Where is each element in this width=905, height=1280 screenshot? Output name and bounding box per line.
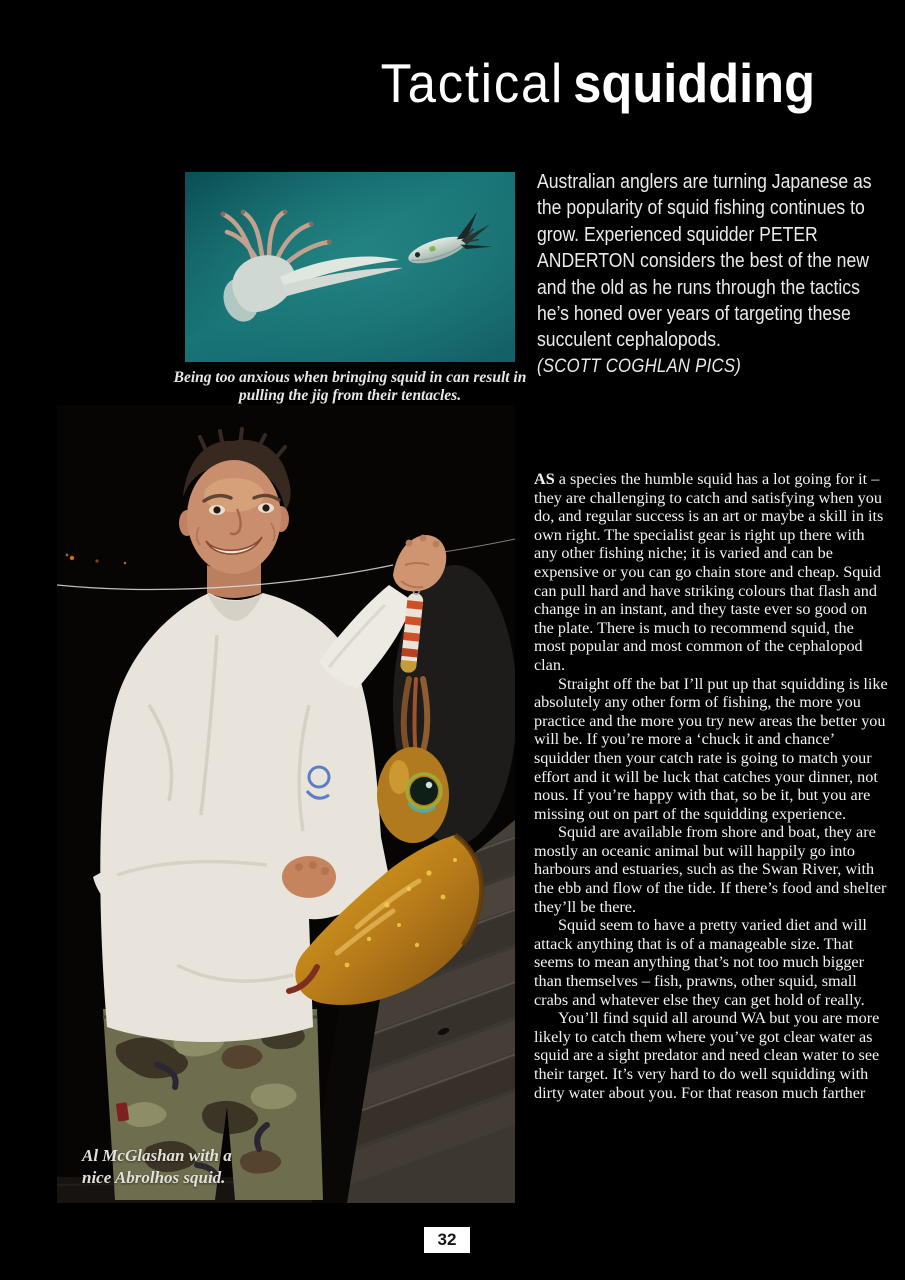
- paragraph-lead: AS: [534, 470, 555, 488]
- main-photo-caption: [82, 1145, 232, 1189]
- main-photo-caption-line1: Al McGlashan with a: [82, 1146, 232, 1165]
- page-title-light: Tactical: [380, 52, 565, 114]
- article-body: [534, 470, 888, 1102]
- paragraph-1: [534, 470, 888, 675]
- page-title: [65, 52, 815, 114]
- page-number-box: [424, 1227, 470, 1253]
- angler-illustration: [57, 405, 515, 1203]
- page-number: 32: [437, 1230, 457, 1249]
- top-photo-caption: Being too anxious when bringing squid in can result in pulling the jig from their tentacles.: [173, 369, 527, 404]
- paragraph-3: Squid are available from shore and boat, they are mostly an oceanic animal but will happily go into harbours and estuaries, such as the Swan River, with the ebb and flow of the tide. If there’s food and shelter they’ll be there.: [534, 823, 887, 916]
- squid-head-illustration: [377, 747, 449, 843]
- underwater-squid-photo: [185, 172, 515, 362]
- angler-squid-photo: [57, 405, 515, 1203]
- page-title-bold: squidding: [573, 52, 815, 114]
- main-photo-caption-line2: nice Abrolhos squid.: [82, 1168, 226, 1187]
- underwater-squid-illustration: [185, 172, 515, 362]
- paragraph-2: Straight off the bat I’ll put up that squidding is like absolutely any other form of fishing, the more you practice and the more you try new areas the better you will be. If you’re more a ‘chuck it and chance’ squidder then your catch rate is going to match your effort and it will be luck that catches your dinner, not nous. If you’re happy with that, so be it, but you are missing out on part of the squidding experience.: [534, 674, 888, 823]
- paragraph-5: You’ll find squid all around WA but you are more likely to catch them where you’ve got clear water as squid are a sight predator and need clean water to see their target. It’s very hard to do well squidding with dirty water about you. For that reason much farther: [534, 1009, 880, 1102]
- paragraph-1-text: a species the humble squid has a lot going for it – they are challenging to catch and satisfying when you do, and regular success is an art or maybe a skill in its own right. The specialist gear is right up there with any other fishing niche; it is varied and can be expensive or you can go chain store and cheap. Squid can pull hard and have striking colours that flash and change in an instant, and they taste ever so good on the plate. There is much to recommend squid, the most popular and most common of the cephalopod clan.: [534, 470, 884, 674]
- intro-text: Australian anglers are turning Japanese as the popularity of squid fishing continues to grow. Experienced squidder PETER ANDERTON considers the best of the new and the old as he runs through the tactics he’s honed over years of targeting these succulent cephalopods.: [537, 171, 872, 352]
- paragraph-4: Squid seem to have a pretty varied diet and will attack anything that is of a manageable size. That seems to mean anything that’s not too much bigger than themselves – fish, prawns, other squid, small crabs and whatever else they can get hold of really.: [534, 916, 867, 1009]
- intro-block: [537, 169, 889, 380]
- photo-credit: (SCOTT COGHLAN PICS): [537, 355, 742, 377]
